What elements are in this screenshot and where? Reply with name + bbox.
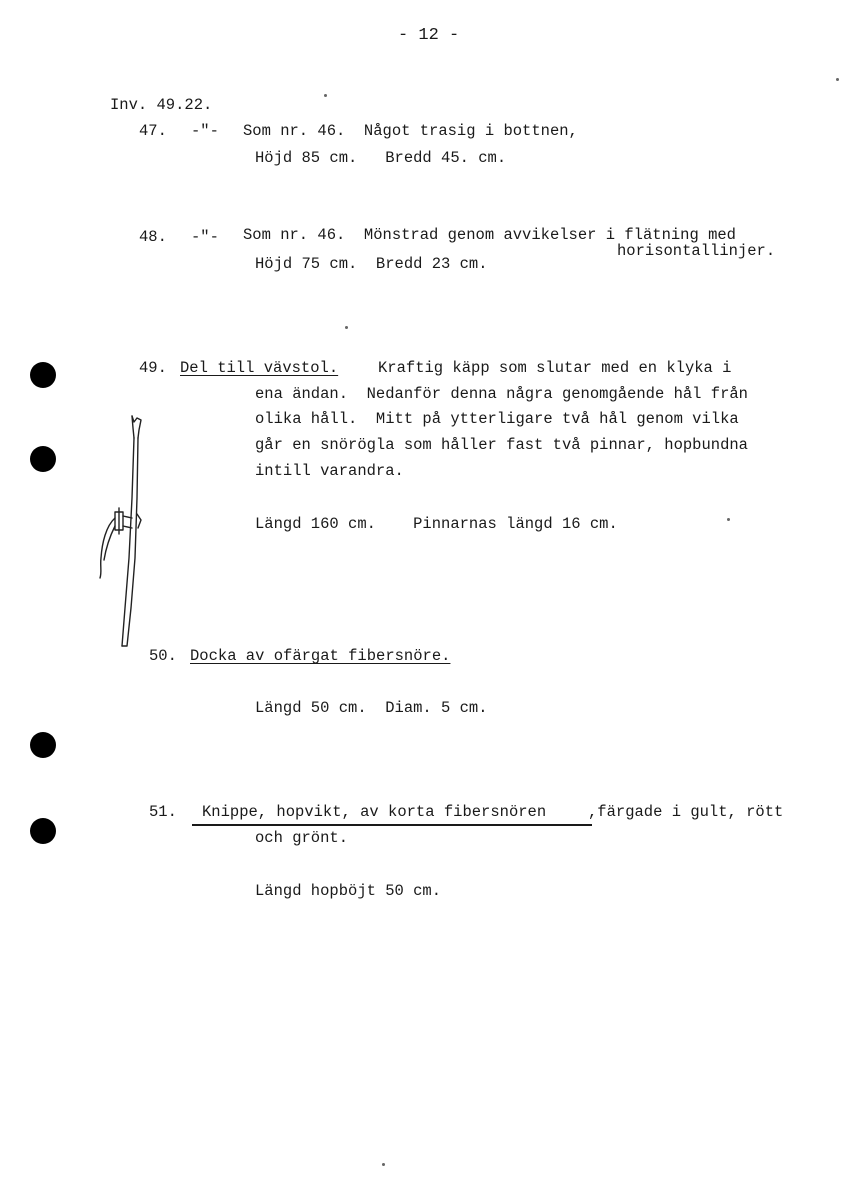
entry-description-line: går en snörögla som håller fast två pinnar, hopbundna [255, 436, 748, 454]
loom-stick-sketch [94, 408, 154, 654]
entry-description-line: ena ändan. Nedanför denna några genomgående hål från [255, 385, 748, 403]
binder-hole [30, 732, 56, 758]
entry-title: Knippe, hopvikt, av korta fibersnören [202, 803, 547, 821]
speck [345, 326, 348, 329]
inventory-number: Inv. 49.22. [110, 96, 213, 114]
binder-hole [30, 446, 56, 472]
ditto-mark: -"- [191, 228, 219, 246]
entry-title: Docka av ofärgat fibersnöre. [190, 647, 451, 665]
speck [836, 78, 839, 81]
entry-number: 49. [139, 359, 167, 377]
entry-description-continued: horisontallinjer. [617, 242, 776, 260]
entry-description: ,färgade i gult, rött [588, 803, 784, 821]
entry-description-line: och grönt. [255, 829, 349, 847]
entry-number: 51. [149, 803, 177, 821]
entry-dimensions: Höjd 85 cm. Bredd 45. cm. [255, 149, 507, 167]
entry-description: Kraftig käpp som slutar med en klyka i [378, 359, 732, 377]
entry-description-line: olika håll. Mitt på ytterligare två hål genom vilka [255, 410, 739, 428]
binder-hole [30, 818, 56, 844]
entry-number: 48. [139, 228, 167, 246]
entry-dimensions: Höjd 75 cm. Bredd 23 cm. [255, 255, 488, 273]
entry-dimensions: Längd hopböjt 50 cm. [255, 882, 442, 900]
speck [727, 518, 730, 521]
entry-number: 50. [149, 647, 177, 665]
entry-description: Som nr. 46. Något trasig i bottnen, [243, 122, 578, 140]
entry-dimensions: Längd 50 cm. Diam. 5 cm. [255, 699, 488, 717]
entry-title: Del till vävstol. [180, 359, 339, 377]
binder-hole [30, 362, 56, 388]
ditto-mark: -"- [191, 122, 219, 140]
speck [324, 94, 327, 97]
speck [382, 1163, 385, 1166]
entry-description-line: intill varandra. [255, 462, 404, 480]
entry-dimensions: Längd 160 cm. Pinnarnas längd 16 cm. [255, 515, 618, 533]
page-number: - 12 - [398, 26, 460, 45]
entry-number: 47. [139, 122, 167, 140]
entry-description: Som nr. 46. Mönstrad genom avvikelser i flätning med [243, 226, 736, 244]
title-underline [192, 824, 592, 826]
